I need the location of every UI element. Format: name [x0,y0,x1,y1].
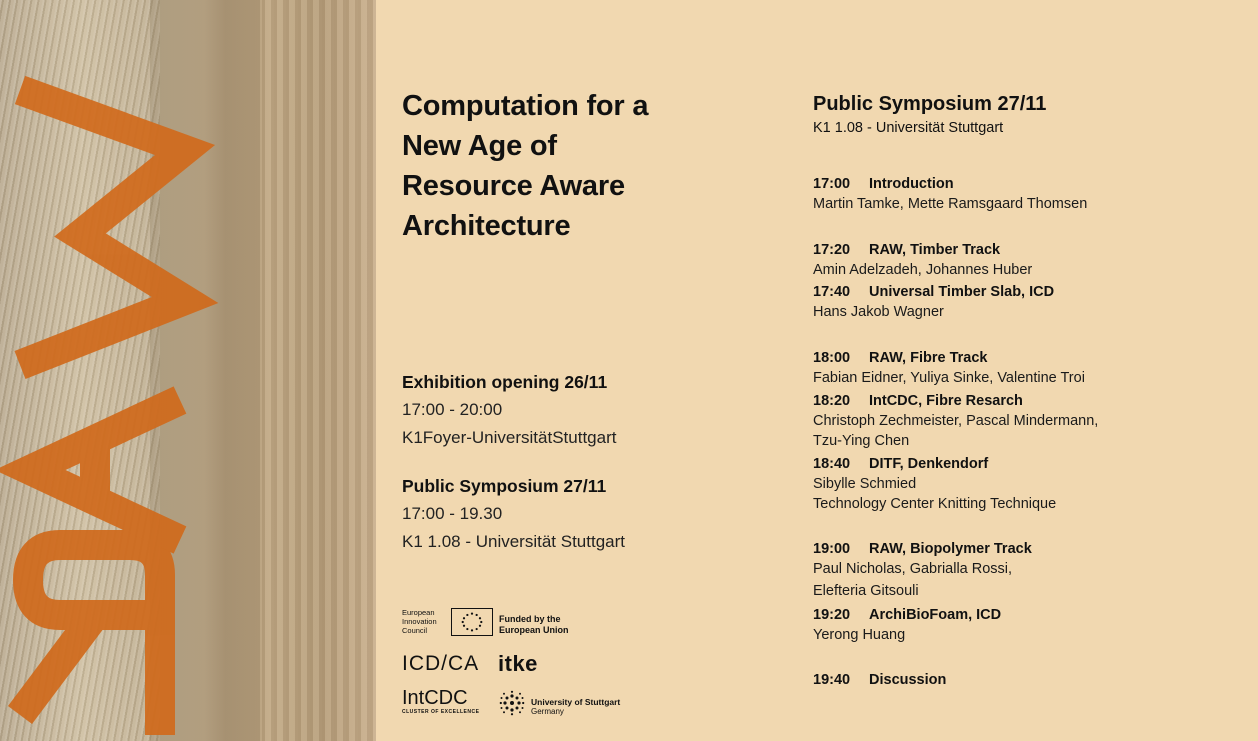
icd-logo: ICD/CA [402,652,480,675]
intcdc-subtitle: CLUSTER OF EXCELLENCE [402,709,480,715]
slot-time: 18:00 [813,350,851,366]
exhibition-time: 17:00 - 20:00 [402,400,503,419]
program-slot [813,454,1233,514]
slot-speakers: Yerong Huang [813,627,906,643]
slot-speakers: Paul Nicholas, Gabrialla Rossi, [813,561,1013,577]
slot-speakers: Fabian Eidner, Yuliya Sinke, Valentine Troi [813,370,1085,386]
event-title: Computation for a New Age of Resource Aware Architecture [402,90,649,242]
slot-speakers: Elefteria Gitsouli [813,583,919,599]
slot-title: DITF, Denkendorf [869,456,989,472]
partner-logos [402,606,642,736]
program-slot [813,282,1233,322]
slot-time: 17:40 [813,284,851,300]
program-slot [813,240,1233,280]
program-location: K1 1.08 - Universität Stuttgart [813,120,1004,136]
slot-time: 19:40 [813,672,851,688]
program-header [813,92,1233,138]
exhibition-location: K1Foyer-UniversitätStuttgart [402,428,617,447]
slot-time: 18:20 [813,393,851,409]
symposium-summary-heading: Public Symposium 27/11 [402,476,607,496]
itke-logo: itke [498,651,538,676]
slot-title: RAW, Biopolymer Track [869,541,1032,557]
eu-funding-text: Funded by the European Union [499,614,569,635]
exhibition-heading: Exhibition opening 26/11 [402,372,608,392]
slot-speakers: Amin Adelzadeh, Johannes Huber [813,262,1033,278]
program-slot [813,391,1233,451]
eu-flag-icon [451,608,493,636]
program-slot [813,348,1233,388]
slot-speakers: Christoph Zechmeister, Pascal Mindermann, [813,413,1099,429]
symposium-summary-location: K1 1.08 - Universität Stuttgart [402,532,625,551]
slot-time: 18:40 [813,456,851,472]
slot-speakers: Martin Tamke, Mette Ramsgaard Thomsen [813,196,1088,212]
slot-title: Universal Timber Slab, ICD [869,284,1055,300]
slot-speakers: Hans Jakob Wagner [813,304,944,320]
eic-logo-text: European Innovation Council [402,608,437,635]
university-name: University of Stuttgart Germany [531,697,621,716]
slot-speakers: Sibylle Schmied [813,476,917,492]
slot-title: IntCDC, Fibre Resarch [869,393,1023,409]
slot-title: Discussion [869,672,947,688]
cover-image-panel [0,0,376,741]
program-slot [813,174,1233,214]
symposium-summary-block [402,475,702,553]
slot-title: ArchiBioFoam, ICD [869,607,1002,623]
slot-time: 19:00 [813,541,851,557]
university-logo-icon [499,690,525,716]
program-slot [813,605,1233,645]
slot-time: 19:20 [813,607,851,623]
program-slot [813,539,1233,601]
exhibition-block [402,371,702,449]
program-slot [813,670,1233,690]
slot-time: 17:20 [813,242,851,258]
slot-speakers: Tzu-Ying Chen [813,433,910,449]
slot-time: 17:00 [813,176,851,192]
raw-logo-graphic [0,0,376,741]
slot-title: RAW, Timber Track [869,242,1001,258]
slot-speakers: Technology Center Knitting Technique [813,496,1057,512]
slot-title: Introduction [869,176,954,192]
slot-title: RAW, Fibre Track [869,350,988,366]
intcdc-logo: IntCDC [402,687,468,709]
symposium-summary-time: 17:00 - 19.30 [402,504,503,523]
program-title: Public Symposium 27/11 [813,93,1047,115]
